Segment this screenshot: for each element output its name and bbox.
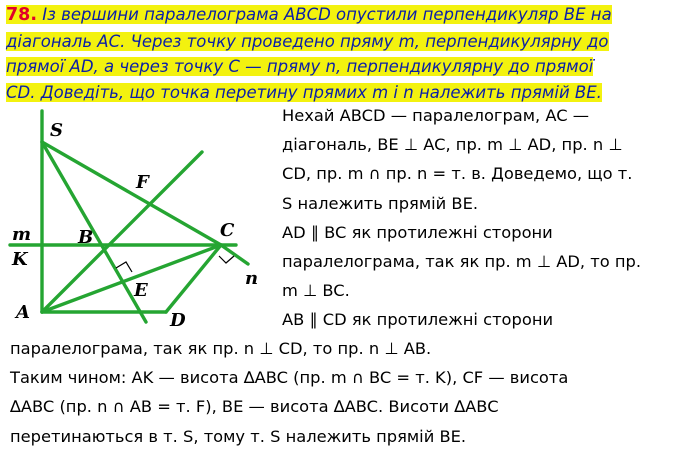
- solution-line-5: AD ∥ BC як протилежні сторони: [282, 222, 553, 242]
- label-m: m: [12, 224, 32, 245]
- solution-line-7: m ⊥ BC.: [282, 281, 350, 301]
- geometry-figure: [6, 106, 271, 346]
- right-angle-marker-e: [116, 262, 132, 272]
- label-c: C: [220, 220, 235, 241]
- solution-line-2: діагональ, BE ⊥ AC, пр. m ⊥ AD, пр. n ⊥: [282, 135, 623, 155]
- solution-full-width: [10, 334, 692, 451]
- label-k: K: [12, 249, 28, 270]
- solution-line-12: перетинаються в т. S, тому т. S належить прямій BE.: [10, 426, 467, 446]
- label-f: F: [136, 172, 149, 193]
- solution-line-9: паралелограма, так як пр. n ⊥ CD, то пр. n ⊥ AB.: [10, 339, 432, 358]
- line-af: [42, 152, 202, 312]
- problem-text-3: прямої AD, а через точку C — пряму n, перпендикулярну до прямої: [6, 57, 594, 77]
- problem-line-2: [6, 29, 690, 55]
- solution-line-10: Таким чином: AK — висота ∆ABC (пр. m ∩ BC = т. K), CF — висота: [10, 368, 569, 388]
- solution-line-8: AB ∥ CD як протилежні сторони: [282, 310, 554, 330]
- label-a: A: [16, 302, 30, 323]
- problem-number: 78.: [6, 5, 38, 25]
- solution-line-4: S належить прямій BE.: [282, 193, 479, 213]
- label-n: n: [245, 268, 259, 289]
- problem-statement: [6, 2, 690, 105]
- label-d: D: [170, 310, 186, 331]
- label-s: S: [50, 120, 63, 141]
- solution-line-6: паралелограма, так як пр. m ⊥ AD, то пр.: [282, 252, 641, 272]
- solution-line-1: Нехай ABCD — паралелограм, AC —: [282, 106, 590, 125]
- label-b: B: [78, 227, 94, 248]
- problem-text-2: діагональ AC. Через точку проведено пряму m, перпендикулярну до: [6, 31, 609, 51]
- problem-line-1: [6, 2, 690, 29]
- label-e: E: [134, 280, 148, 301]
- problem-text-1: Із вершини паралелограма ABCD опустили перпендикуляр BE на: [42, 5, 612, 24]
- solution-line-3: CD, пр. m ∩ пр. n = т. в. Доведемо, що т.: [282, 164, 633, 184]
- solution-right-column: [282, 101, 692, 335]
- line-n: [221, 245, 248, 264]
- solution-line-11: ∆ABC (пр. n ∩ AB = т. F), BE — висота ∆ABC. Висоти ∆ABC: [10, 397, 499, 417]
- right-angle-marker-c: [219, 256, 234, 263]
- problem-line-3: [6, 54, 690, 80]
- problem-text-4: CD. Доведіть, що точка перетину прямих m і n належить прямій BE.: [6, 82, 602, 102]
